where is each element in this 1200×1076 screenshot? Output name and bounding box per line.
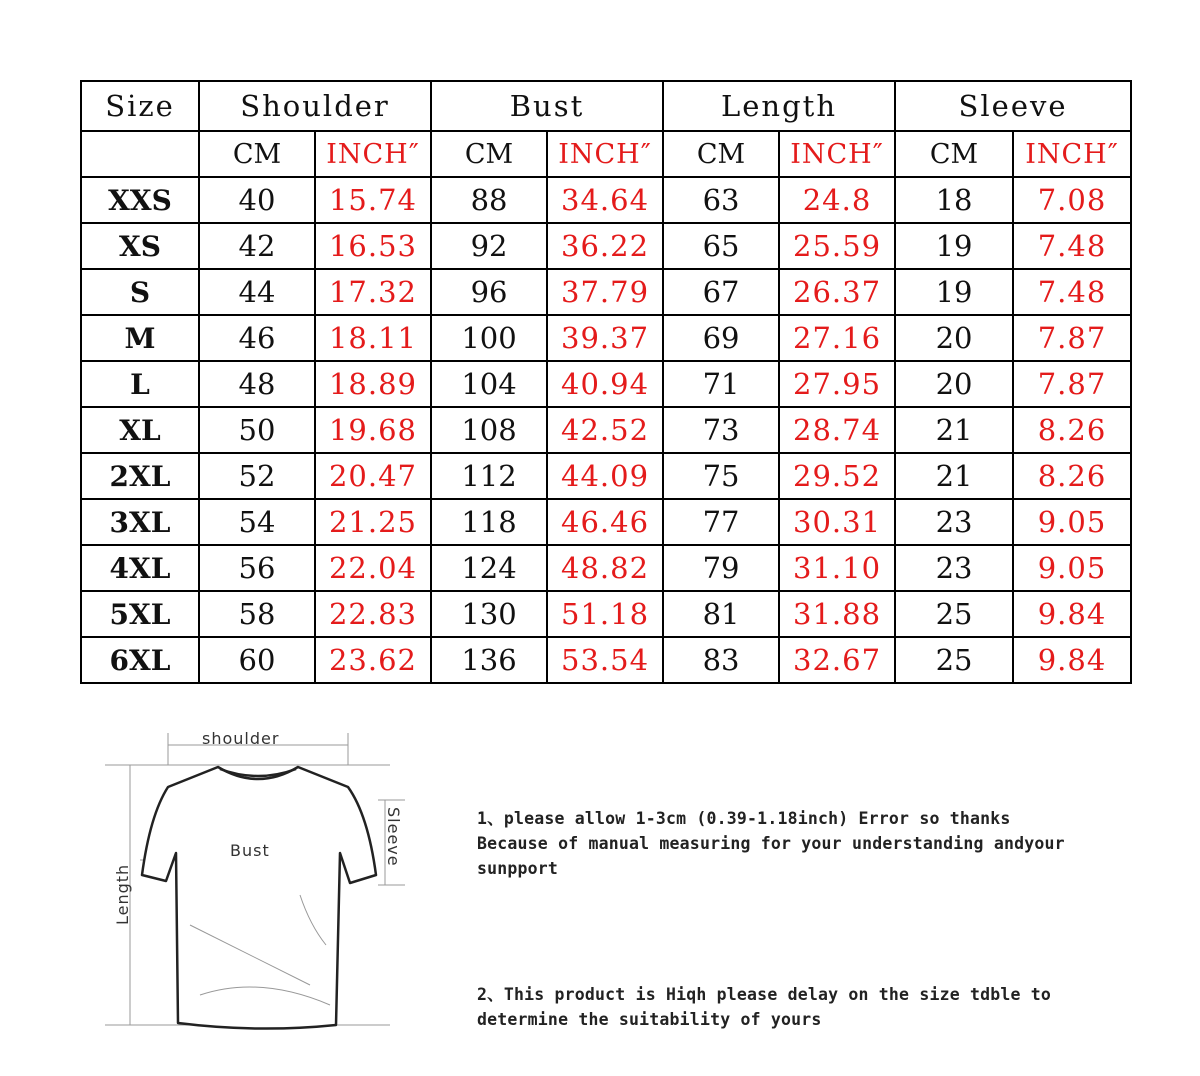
cm-value-cell: 92 <box>431 223 547 269</box>
group-header-row <box>81 81 1131 131</box>
tshirt-measurement-diagram <box>100 725 430 1055</box>
inch-value-cell: 37.79 <box>547 269 663 315</box>
length-label: Length <box>113 863 132 925</box>
cm-value-cell: 20 <box>895 315 1013 361</box>
inch-value-cell: 15.74 <box>315 177 431 223</box>
unit-header-inch: INCH″ <box>547 131 663 177</box>
inch-value-cell: 9.05 <box>1013 545 1131 591</box>
size-row <box>81 177 1131 223</box>
cm-value-cell: 18 <box>895 177 1013 223</box>
cm-value-cell: 19 <box>895 269 1013 315</box>
inch-value-cell: 18.89 <box>315 361 431 407</box>
cm-value-cell: 118 <box>431 499 547 545</box>
cm-value-cell: 77 <box>663 499 779 545</box>
inch-value-cell: 7.87 <box>1013 361 1131 407</box>
cm-value-cell: 112 <box>431 453 547 499</box>
unit-header-cm: CM <box>663 131 779 177</box>
cm-value-cell: 46 <box>199 315 315 361</box>
cm-value-cell: 50 <box>199 407 315 453</box>
cm-value-cell: 23 <box>895 545 1013 591</box>
cm-value-cell: 67 <box>663 269 779 315</box>
cm-value-cell: 100 <box>431 315 547 361</box>
note-size-suitability <box>477 982 1167 1032</box>
cm-value-cell: 25 <box>895 591 1013 637</box>
inch-value-cell: 34.64 <box>547 177 663 223</box>
cm-value-cell: 54 <box>199 499 315 545</box>
inch-value-cell: 7.08 <box>1013 177 1131 223</box>
inch-value-cell: 46.46 <box>547 499 663 545</box>
cm-value-cell: 63 <box>663 177 779 223</box>
size-row <box>81 407 1131 453</box>
cm-value-cell: 21 <box>895 407 1013 453</box>
inch-value-cell: 20.47 <box>315 453 431 499</box>
cm-value-cell: 83 <box>663 637 779 683</box>
size-cell: XXS <box>81 177 199 223</box>
size-cell: XS <box>81 223 199 269</box>
group-header-length: Length <box>663 81 895 131</box>
cm-value-cell: 81 <box>663 591 779 637</box>
inch-value-cell: 16.53 <box>315 223 431 269</box>
inch-value-cell: 42.52 <box>547 407 663 453</box>
cm-value-cell: 52 <box>199 453 315 499</box>
inch-value-cell: 27.95 <box>779 361 895 407</box>
cm-value-cell: 19 <box>895 223 1013 269</box>
inch-value-cell: 28.74 <box>779 407 895 453</box>
inch-value-cell: 22.04 <box>315 545 431 591</box>
inch-value-cell: 23.62 <box>315 637 431 683</box>
cm-value-cell: 79 <box>663 545 779 591</box>
note-2-text: 2、This product is Hiqh please delay on the size tdble to determine the suitability of yours <box>477 985 1052 1029</box>
size-header: Size <box>81 81 199 131</box>
inch-value-cell: 21.25 <box>315 499 431 545</box>
unit-header-cm: CM <box>199 131 315 177</box>
tshirt-illustration <box>100 725 430 1055</box>
inch-value-cell: 22.83 <box>315 591 431 637</box>
inch-value-cell: 24.8 <box>779 177 895 223</box>
size-chart-table <box>80 80 1132 684</box>
cm-value-cell: 20 <box>895 361 1013 407</box>
group-header-bust: Bust <box>431 81 663 131</box>
size-cell: 4XL <box>81 545 199 591</box>
size-cell: 5XL <box>81 591 199 637</box>
cm-value-cell: 130 <box>431 591 547 637</box>
cm-value-cell: 88 <box>431 177 547 223</box>
size-cell: L <box>81 361 199 407</box>
inch-value-cell: 17.32 <box>315 269 431 315</box>
inch-value-cell: 36.22 <box>547 223 663 269</box>
size-row <box>81 591 1131 637</box>
inch-value-cell: 19.68 <box>315 407 431 453</box>
inch-value-cell: 44.09 <box>547 453 663 499</box>
inch-value-cell: 8.26 <box>1013 453 1131 499</box>
size-table-body <box>81 177 1131 683</box>
size-row <box>81 637 1131 683</box>
cm-value-cell: 75 <box>663 453 779 499</box>
inch-value-cell: 18.11 <box>315 315 431 361</box>
inch-value-cell: 53.54 <box>547 637 663 683</box>
cm-value-cell: 71 <box>663 361 779 407</box>
unit-header-empty <box>81 131 199 177</box>
sleeve-label: Sleeve <box>384 807 403 867</box>
cm-value-cell: 58 <box>199 591 315 637</box>
cm-value-cell: 69 <box>663 315 779 361</box>
size-row <box>81 315 1131 361</box>
cm-value-cell: 48 <box>199 361 315 407</box>
inch-value-cell: 9.84 <box>1013 591 1131 637</box>
size-cell: 2XL <box>81 453 199 499</box>
size-row <box>81 499 1131 545</box>
group-header-shoulder: Shoulder <box>199 81 431 131</box>
cm-value-cell: 44 <box>199 269 315 315</box>
inch-value-cell: 30.31 <box>779 499 895 545</box>
inch-value-cell: 32.67 <box>779 637 895 683</box>
cm-value-cell: 21 <box>895 453 1013 499</box>
cm-value-cell: 96 <box>431 269 547 315</box>
unit-header-cm: CM <box>431 131 547 177</box>
inch-value-cell: 26.37 <box>779 269 895 315</box>
inch-value-cell: 39.37 <box>547 315 663 361</box>
unit-header-inch: INCH″ <box>315 131 431 177</box>
unit-header-row <box>81 131 1131 177</box>
cm-value-cell: 136 <box>431 637 547 683</box>
inch-value-cell: 51.18 <box>547 591 663 637</box>
size-row <box>81 223 1131 269</box>
unit-header-inch: INCH″ <box>779 131 895 177</box>
cm-value-cell: 65 <box>663 223 779 269</box>
cm-value-cell: 124 <box>431 545 547 591</box>
unit-header-cm: CM <box>895 131 1013 177</box>
inch-value-cell: 9.84 <box>1013 637 1131 683</box>
cm-value-cell: 104 <box>431 361 547 407</box>
cm-value-cell: 108 <box>431 407 547 453</box>
inch-value-cell: 7.48 <box>1013 269 1131 315</box>
inch-value-cell: 31.88 <box>779 591 895 637</box>
cm-value-cell: 40 <box>199 177 315 223</box>
cm-value-cell: 25 <box>895 637 1013 683</box>
unit-header-inch: INCH″ <box>1013 131 1131 177</box>
inch-value-cell: 7.87 <box>1013 315 1131 361</box>
cm-value-cell: 42 <box>199 223 315 269</box>
size-row <box>81 361 1131 407</box>
size-cell: 6XL <box>81 637 199 683</box>
cm-value-cell: 60 <box>199 637 315 683</box>
inch-value-cell: 8.26 <box>1013 407 1131 453</box>
group-header-sleeve: Sleeve <box>895 81 1131 131</box>
inch-value-cell: 7.48 <box>1013 223 1131 269</box>
inch-value-cell: 48.82 <box>547 545 663 591</box>
size-row <box>81 545 1131 591</box>
inch-value-cell: 25.59 <box>779 223 895 269</box>
size-cell: M <box>81 315 199 361</box>
note-1-text: 1、please allow 1-3cm (0.39-1.18inch) Error so thanks Because of manual measuring for your understanding andyour sunpport <box>477 809 1065 878</box>
note-measurement-error <box>477 806 1167 881</box>
inch-value-cell: 40.94 <box>547 361 663 407</box>
cm-value-cell: 56 <box>199 545 315 591</box>
shoulder-label: shoulder <box>202 729 280 748</box>
size-cell: XL <box>81 407 199 453</box>
cm-value-cell: 23 <box>895 499 1013 545</box>
size-cell: S <box>81 269 199 315</box>
inch-value-cell: 31.10 <box>779 545 895 591</box>
size-cell: 3XL <box>81 499 199 545</box>
bust-label: Bust <box>230 841 270 860</box>
inch-value-cell: 27.16 <box>779 315 895 361</box>
inch-value-cell: 29.52 <box>779 453 895 499</box>
cm-value-cell: 73 <box>663 407 779 453</box>
size-row <box>81 269 1131 315</box>
size-row <box>81 453 1131 499</box>
inch-value-cell: 9.05 <box>1013 499 1131 545</box>
